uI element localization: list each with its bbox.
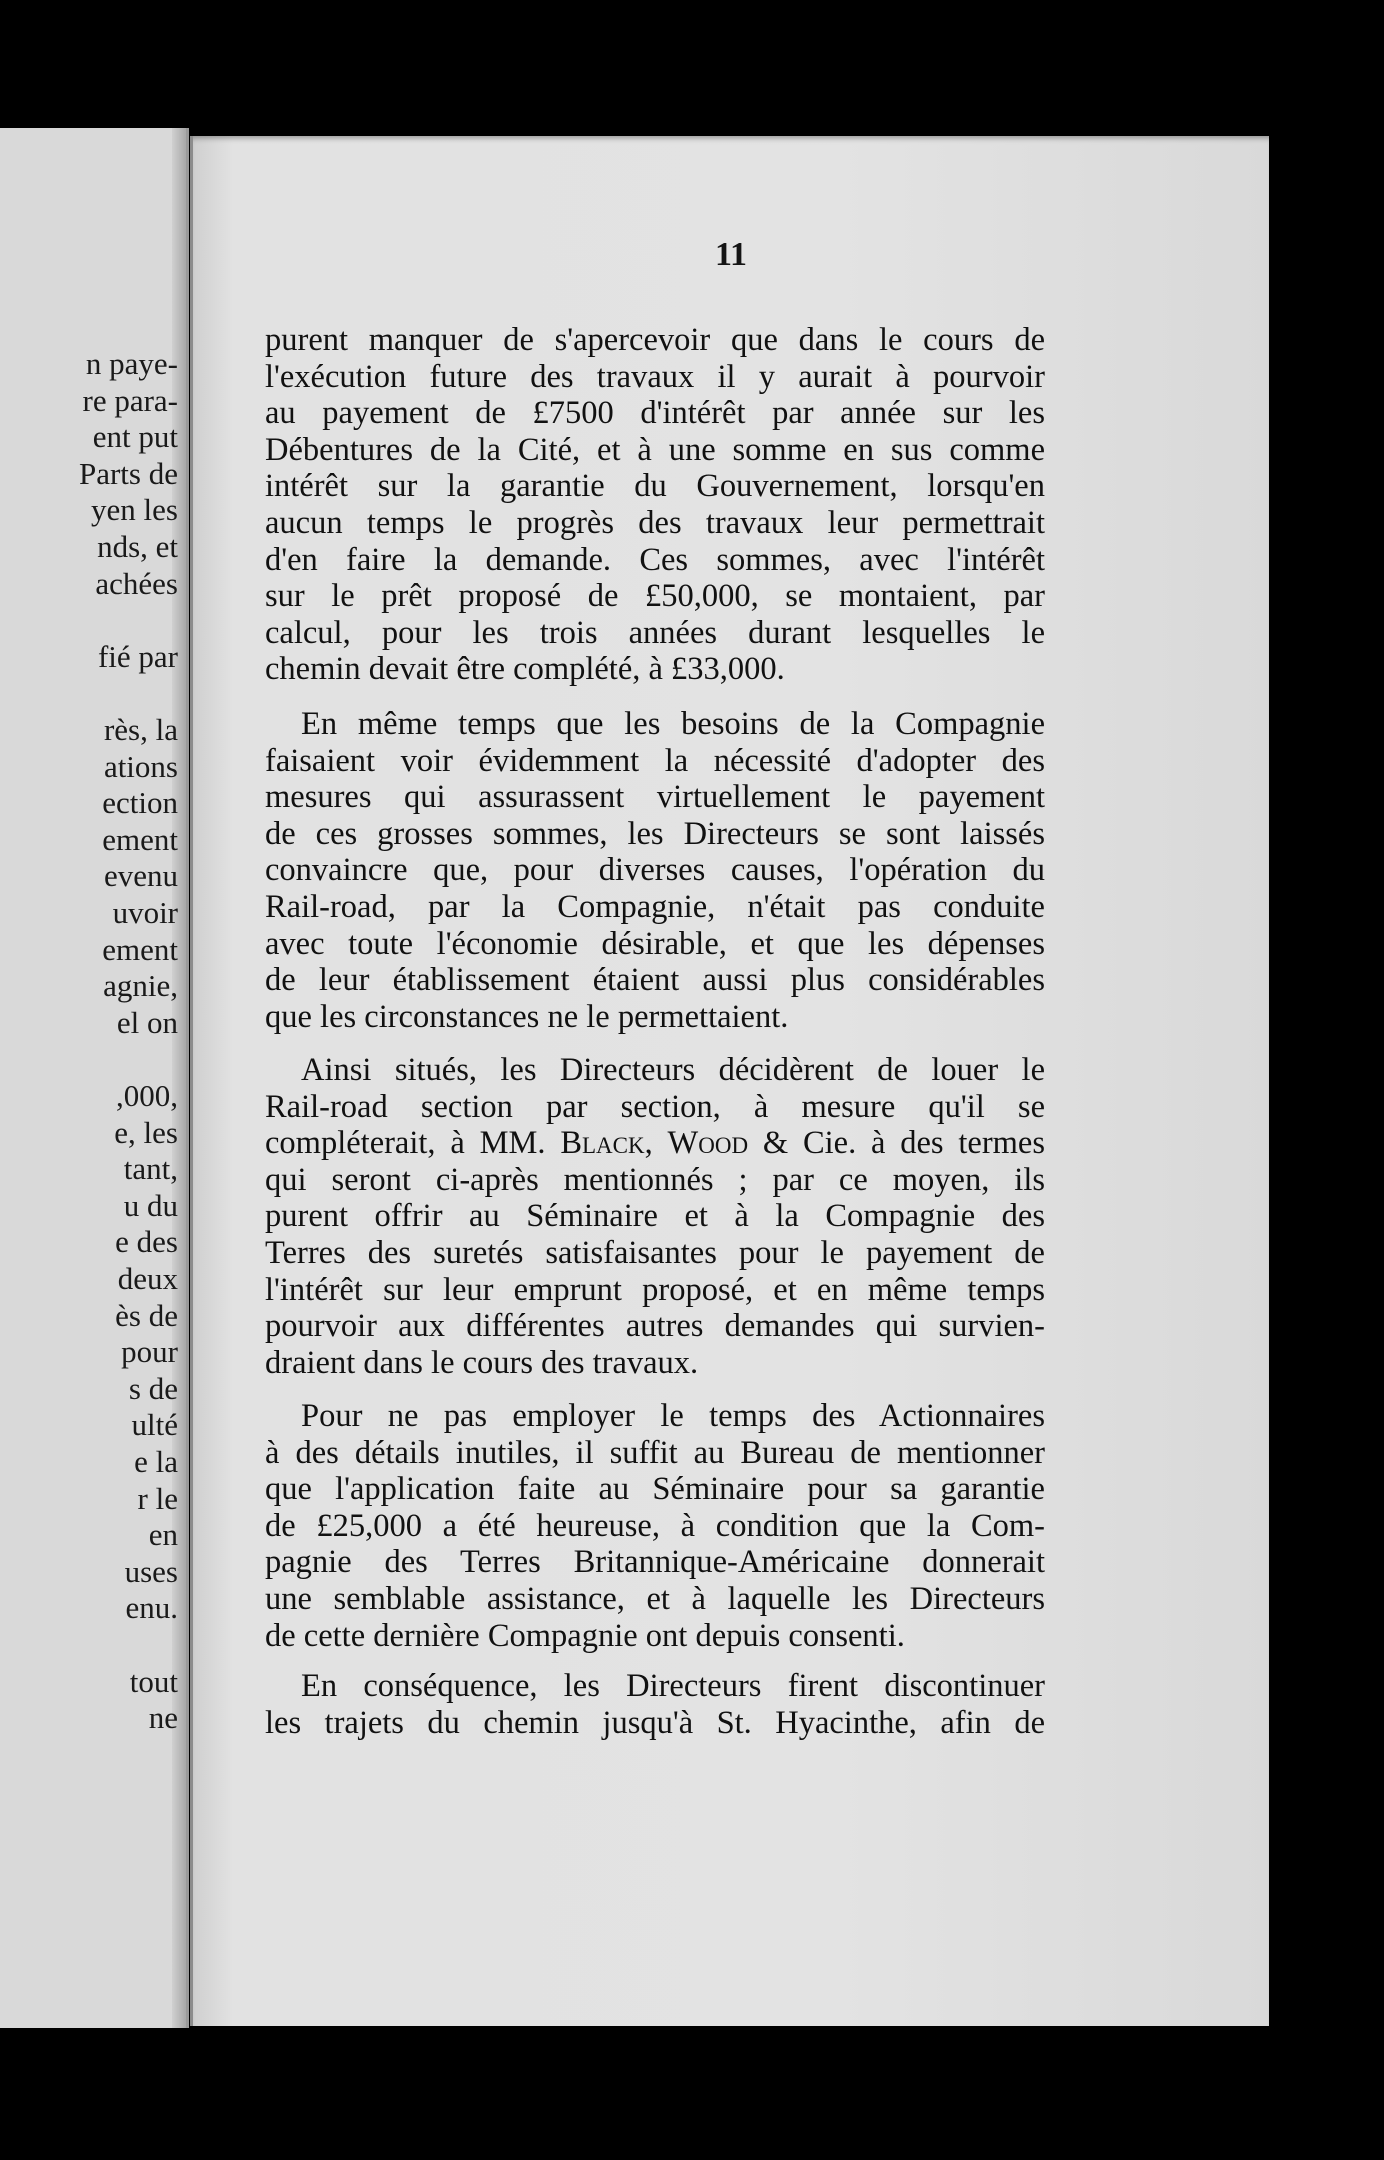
left-page-line: uses (124, 1553, 178, 1589)
text-line: de cette dernière Compagnie ont depuis consenti. (265, 1617, 905, 1654)
text-line: intérêt sur la garantie du Gouvernement, lorsqu'en (265, 468, 1045, 505)
left-page-line: agnie, (103, 968, 178, 1004)
text-line: Terres des suretés satisfaisantes pour le payement de (265, 1234, 1045, 1271)
text-line: Débentures de la Cité, et à une somme en sus comme (265, 431, 1045, 468)
text-line: pagnie des Terres Britannique-Américaine donnerait (265, 1544, 1045, 1581)
left-page-line: e des (115, 1224, 178, 1260)
left-page-line: enu. (125, 1590, 178, 1626)
left-page-line: s de (128, 1370, 178, 1406)
left-page-line: pour (121, 1334, 178, 1370)
text-line: Rail-road section par section, à mesure qu'il se (265, 1088, 1045, 1125)
left-page-line: ations (103, 748, 178, 784)
left-page-line: deux (117, 1261, 178, 1296)
text-line-content: compléterait, à MM. Black, Wood & Cie. à des termes (265, 1125, 1045, 1162)
left-page-fragment (0, 128, 189, 2028)
text-line: de ces grosses sommes, les Directeurs se sont laissés (265, 815, 1045, 852)
text-line: draient dans le cours des travaux. (265, 1344, 699, 1381)
text-line: à des détails inutiles, il suffit au Bureau de mentionner (265, 1434, 1045, 1471)
text-line: Rail-road, par la Compagnie, n'était pas conduite (265, 888, 1045, 925)
text-line: convaincre que, pour diverses causes, l'opération du (265, 852, 1045, 889)
text-line: faisaient voir évidemment la nécessité d'adopter des (265, 742, 1045, 779)
paragraph-4 (265, 1398, 1045, 1654)
text-line: chemin devait être complété, à £33,000. (265, 651, 785, 688)
left-page-line: ection (102, 785, 178, 821)
text-line: En conséquence, les Directeurs firent discontinuer (301, 1668, 1045, 1704)
left-page-line: u du (123, 1187, 178, 1223)
left-page-line: el on (116, 1004, 178, 1040)
paragraph-1 (265, 322, 1045, 688)
left-page-line: ès de (115, 1297, 178, 1333)
left-page-line: e, les (114, 1114, 178, 1150)
text-line: les trajets du chemin jusqu'à St. Hyacinthe, afin de (265, 1704, 1045, 1741)
text-line: de £25,000 a été heureuse, à condition que la Com- (265, 1507, 1045, 1544)
page-number: 11 (714, 236, 748, 273)
paragraph-3 (265, 1052, 1045, 1381)
text-line: aucun temps le progrès des travaux leur permettrait (265, 504, 1045, 541)
text-line: sur le prêt proposé de £50,000, se montaient, par (265, 578, 1045, 615)
left-page-line: ent put (92, 419, 178, 455)
left-page-line: fié par (97, 638, 178, 674)
text-line: d'en faire la demande. Ces sommes, avec l'intérêt (265, 541, 1045, 578)
left-page-line: rès, la (103, 712, 178, 747)
text-line: une semblable assistance, et à laquelle les Directeurs (265, 1580, 1045, 1617)
left-page-line: r le (137, 1480, 178, 1516)
text-line: Pour ne pas employer le temps des Actionnaires (301, 1398, 1045, 1434)
text-line: avec toute l'économie désirable, et que les dépenses (265, 925, 1045, 962)
paragraph-2 (265, 706, 1045, 1035)
left-page-line: Parts de (78, 455, 178, 491)
left-page-line: achées (95, 565, 178, 601)
text-line (265, 1125, 1045, 1162)
left-page-line: e la (134, 1444, 178, 1479)
text-line: de leur établissement étaient aussi plus considérables (265, 962, 1045, 999)
text-line: que les circonstances ne le permettaient. (265, 998, 789, 1035)
left-page-line: re para- (82, 382, 178, 418)
text-line: l'intérêt sur leur emprunt proposé, et en même temps (265, 1271, 1045, 1308)
text-line: au payement de £7500 d'intérêt par année sur les (265, 395, 1045, 432)
left-page-line: ement (102, 821, 178, 857)
left-page-line: nds, et (97, 529, 178, 564)
text-line: purent manquer de s'apercevoir que dans le cours de (265, 322, 1045, 358)
left-page-line: ne (148, 1700, 178, 1736)
left-page-line: yen les (91, 492, 178, 528)
text-line: pourvoir aux différentes autres demandes qui survien- (265, 1308, 1045, 1345)
text-line: mesures qui assurassent virtuellement le payement (265, 779, 1045, 816)
left-page-line: evenu (103, 858, 178, 894)
text-line: Ainsi situés, les Directeurs décidèrent de louer le (301, 1052, 1045, 1088)
left-page-line: ,000, (116, 1078, 178, 1113)
document-page (190, 136, 1269, 2026)
paragraph-5 (265, 1668, 1045, 1741)
left-page-line: en (148, 1517, 178, 1553)
left-page-line: tout (129, 1663, 178, 1699)
text-line: En même temps que les besoins de la Compagnie (301, 706, 1045, 742)
left-page-line: uvoir (112, 895, 178, 930)
text-line: que l'application faite au Séminaire pour sa garantie (265, 1471, 1045, 1508)
left-page-line: ement (102, 931, 178, 967)
text-line: qui seront ci-après mentionnés ; par ce moyen, ils (265, 1161, 1045, 1198)
left-page-line: tant, (123, 1151, 178, 1187)
left-page-line: n paye- (85, 346, 178, 381)
text-line: l'exécution future des travaux il y aurait à pourvoir (265, 358, 1045, 395)
left-page-line: ulté (131, 1407, 178, 1443)
text-line: calcul, pour les trois années durant lesquelles le (265, 614, 1045, 651)
text-line: purent offrir au Séminaire et à la Compagnie des (265, 1198, 1045, 1235)
